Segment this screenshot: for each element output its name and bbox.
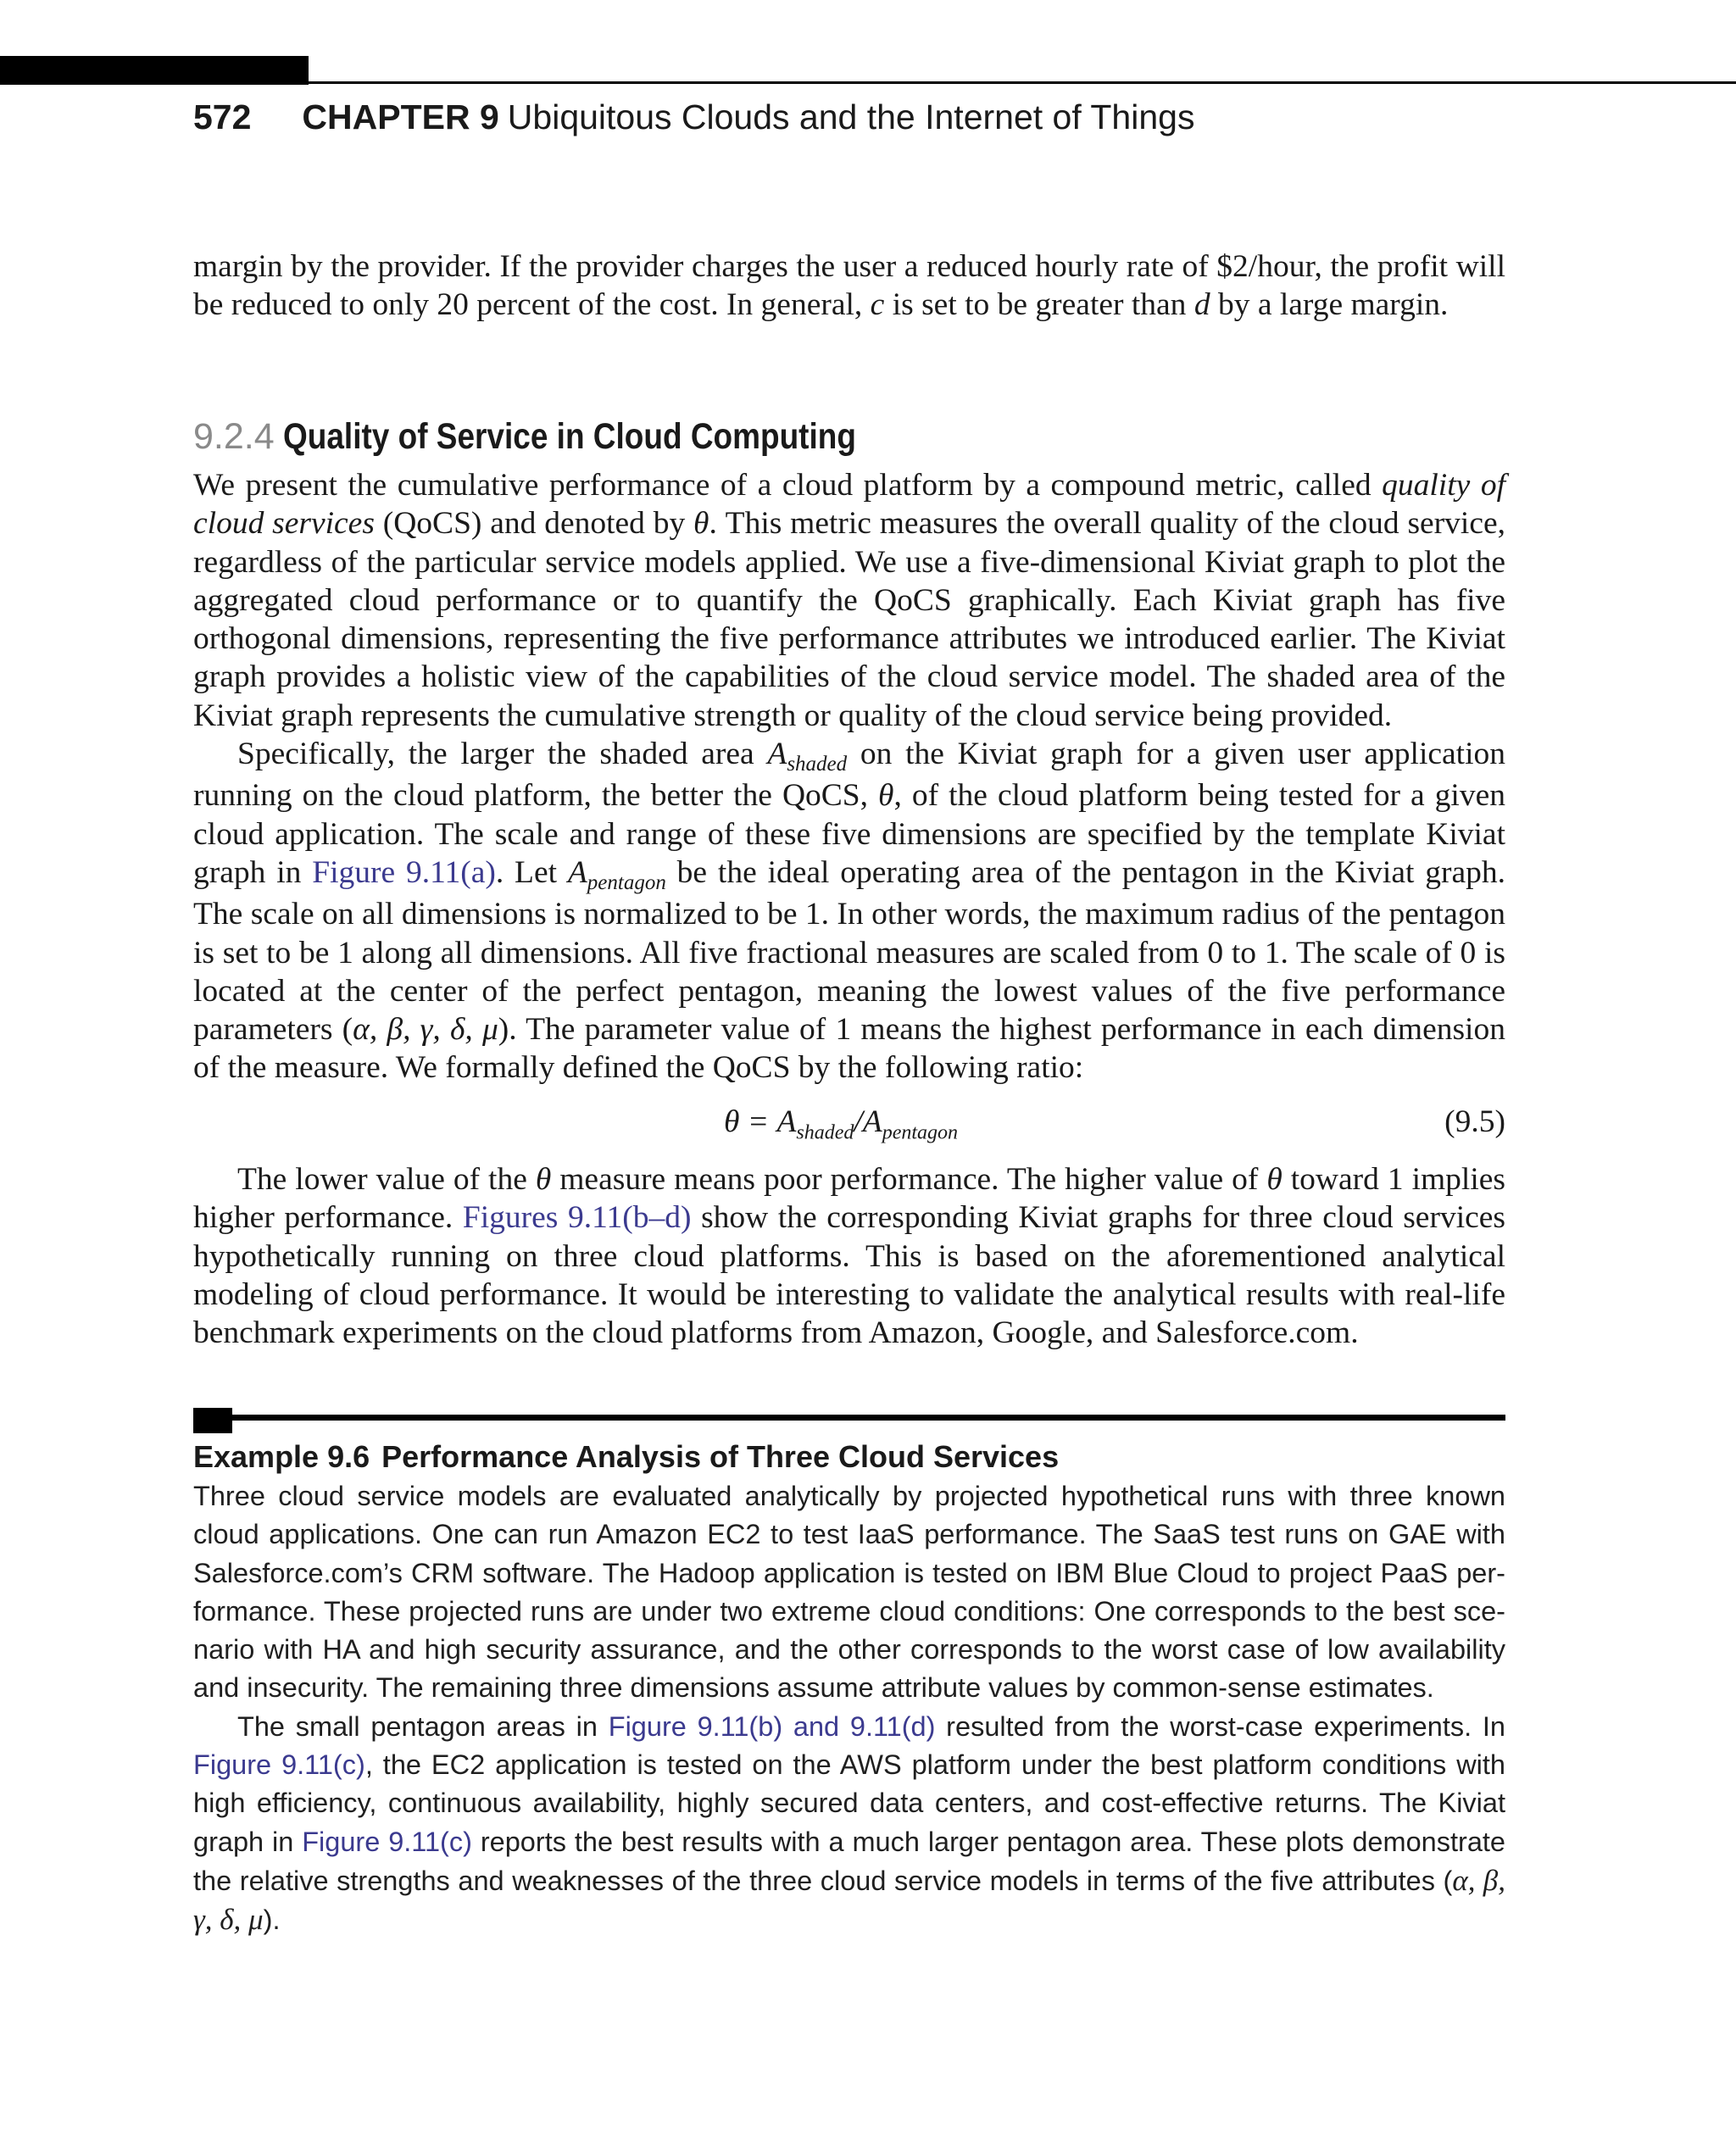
section-paragraph-2: Specifically, the larger the shaded area $A_{shaded}$ on the Kiviat graph for a given user application running on the cloud platform, the better the QoCS, θ, of the cloud platform being tested for a given cloud application. The scale and range of these five dimensions are specified by the template Kiviat graph in Figure 9.11(a). Let $A_{pentagon}$ be the ideal operating area of the pentagon in the Kiviat graph. The scale on all dimensions is normalized to be 1. In other words, the maximum radius of the pentagon is set to be 1 along all dimensions. All five fractional measures are scaled from 0 to 1. The scale of 0 is located at the center of the perfect pentagon, meaning the lowest values of the five performance parameters (α, β, γ, δ, μ). The parameter value of 1 means the highest performance in each dimension of the measure. We formally defined the QoCS by the following ratio: (193, 737, 1505, 1086)
example-heading (193, 1438, 1059, 1476)
example-paragraph-1: Three cloud service models are evaluated analytically by projected hypothetical runs with three known cloud applications. One can run Amazon EC2 to test IaaS performance. The SaaS test runs on GAE with Salesforce.com’s CRM software. The Hadoop application is tested on IBM Blue Cloud to project PaaS performance. These projected runs are under two extreme cloud conditions: One corresponds to the best scenario with HA and high security assurance, and the other corresponds to the worst case of low availability and insecurity. The remaining three dimensions assume attribute values by common-sense estimates. (193, 1481, 1505, 1704)
example-label: Example 9.6 (193, 1439, 370, 1474)
figure-link-9-11b-9-11d[interactable]: Figure 9.11(b) and 9.11(d) (608, 1710, 936, 1742)
section-body (193, 466, 1505, 1087)
chapter-label: CHAPTER 9 (302, 97, 499, 136)
equation-9-5 (193, 1104, 1505, 1146)
header-rule (309, 81, 1736, 84)
intro-paragraph: margin by the provider. If the provider charges the user a reduced hourly rate of $2/hour, the profit will be reduced to only 20 percent of the cost. In general, c is set to be greater than d by a large margin. (193, 249, 1505, 323)
figure-link-9-11a[interactable]: Figure 9.11(a) (312, 854, 496, 890)
page-number: 572 (193, 97, 252, 136)
example-paragraph-2: The small pentagon areas in Figure 9.11(b) and 9.11(d) resulted from the worst-case experiments. In Figure 9.11(c), the EC2 application is tested on the AWS platform under the best platform conditions with high efficiency, continuous availability, highly secured data centers, and cost-effective returns. The Kiviat graph in Figure 9.11(c) reports the best results with a much larger pentagon area. These plots demonstrate the relative strengths and weaknesses of the three cloud service models in terms of the five attributes (α, β, γ, δ, μ). (193, 1710, 1505, 1937)
equation-number: (9.5) (1444, 1104, 1505, 1139)
figure-link-9-11c-second[interactable]: Figure 9.11(c) (302, 1826, 472, 1857)
section-number: 9.2.4 (193, 416, 275, 457)
example-rule-block (193, 1408, 232, 1433)
chapter-title: Ubiquitous Clouds and the Internet of Things (507, 97, 1195, 136)
section-title: Quality of Service in Cloud Computing (282, 416, 856, 457)
section-paragraph-1: We present the cumulative performance of a cloud platform by a compound metric, called quality of cloud services (QoCS) and denoted by θ. This metric measures the overall quality of the cloud service, regardless of the particular service models applied. We use a five-dimensional Kiviat graph to plot the aggregated cloud performance or to quantify the QoCS graphically. Each Kiviat graph has five orthogonal dimensions, representing the five performance attributes we introduced earlier. The Kiviat graph provides a holistic view of the capabilities of the cloud service model. The shaded area of the Kiviat graph represents the cumulative strength or quality of the cloud service being provided. (193, 468, 1506, 733)
figure-link-9-11c[interactable]: Figure 9.11(c) (193, 1749, 365, 1781)
example-body (193, 1477, 1505, 1940)
header-bar-block (0, 56, 309, 85)
section-heading (193, 414, 949, 459)
example-title: Performance Analysis of Three Cloud Services (381, 1439, 1060, 1474)
figure-link-9-11b-d[interactable]: Figures 9.11(b–d) (462, 1200, 692, 1236)
equation-formula: $\theta = A_{shaded}/A_{pentagon}$ (724, 1104, 959, 1144)
running-head (193, 95, 1194, 139)
section-paragraph-3: The lower value of the θ measure means poor performance. The higher value of θ toward 1 implies higher performance. Figures 9.11(b–d) show the corresponding Kiviat graphs for three cloud services hypothetically running on three cloud platforms. This is based on the aforementioned analytical modeling of cloud performance. It would be interesting to validate the analytical results with real-life benchmark experiments on the cloud platforms from Amazon, Google, and Salesforce.com. (193, 1162, 1505, 1351)
example-rule (232, 1415, 1505, 1421)
